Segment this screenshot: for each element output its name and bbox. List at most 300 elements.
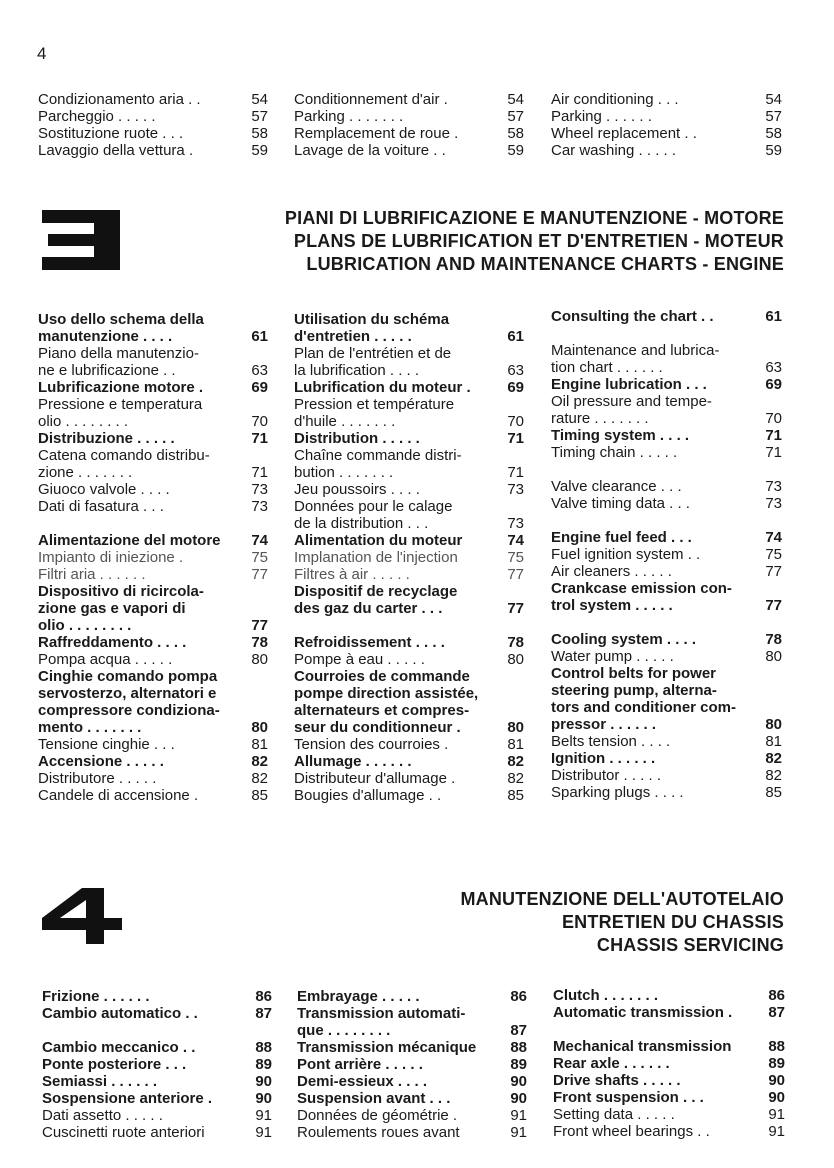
toc-entry — [553, 1106, 785, 1123]
toc-entry-text: olio . . . . . . . . — [38, 413, 129, 430]
toc-entry-page: 82 — [765, 767, 782, 784]
toc-entry-page: 69 — [507, 379, 524, 396]
toc-entry — [553, 1123, 785, 1140]
toc-entry-text: Embrayage . . . . . — [297, 988, 420, 1005]
toc-entry-text: Utilisation du schéma — [294, 311, 450, 328]
toc-entry — [551, 325, 782, 342]
toc-entry — [553, 1004, 785, 1021]
toc-entry-text: Distribution . . . . . — [294, 430, 420, 447]
toc-entry-text: Allumage . . . . . . — [294, 753, 412, 770]
toc-entry-text: de la distribution . . . — [294, 515, 429, 532]
toc-entry-text: Filtri aria . . . . . . — [38, 566, 146, 583]
toc-entry-text: Wheel replacement . . — [551, 125, 697, 142]
toc-entry — [38, 447, 268, 464]
toc-entry — [297, 1073, 527, 1090]
toc-entry — [553, 1072, 785, 1089]
toc-entry-text: Parking . . . . . . — [551, 108, 652, 125]
toc-entry-page: 54 — [765, 91, 782, 108]
toc-entry — [42, 988, 272, 1005]
toc-entry-text: Dispositif de recyclage — [294, 583, 458, 600]
toc-entry — [551, 512, 782, 529]
toc-entry-text: Remplacement de roue . — [294, 125, 459, 142]
toc-entry-page: 86 — [510, 988, 527, 1005]
toc-entry — [551, 142, 782, 159]
toc-entry-text: Accensione . . . . . — [38, 753, 164, 770]
toc-entry-page: 77 — [507, 600, 524, 617]
toc-entry-text: Automatic transmission . — [553, 1004, 733, 1021]
toc-entry-page: 77 — [507, 566, 524, 583]
toc-entry — [551, 648, 782, 665]
toc-entry — [38, 498, 268, 515]
toc-entry — [42, 1022, 272, 1039]
toc-entry-text: Rear axle . . . . . . — [553, 1055, 670, 1072]
toc-entry-text: Jeu poussoirs . . . . — [294, 481, 420, 498]
toc-entry — [297, 1056, 527, 1073]
toc-entry — [294, 617, 524, 634]
toc-entry — [294, 142, 524, 159]
toc-entry-page: 86 — [255, 988, 272, 1005]
toc-entry-page: 91 — [255, 1107, 272, 1124]
toc-entry — [38, 396, 268, 413]
toc-entry — [551, 665, 782, 682]
toc-entry-text: Clutch . . . . . . . — [553, 987, 659, 1004]
toc-entry-text: Drive shafts . . . . . — [553, 1072, 681, 1089]
toc-entry-page: 80 — [765, 648, 782, 665]
toc-entry — [551, 125, 782, 142]
toc-entry — [38, 685, 268, 702]
top-col-en — [551, 91, 782, 159]
toc-entry-text: Cuscinetti ruote anteriori — [42, 1124, 205, 1141]
toc-entry-text: Roulements roues avant — [297, 1124, 460, 1141]
toc-entry — [38, 515, 268, 532]
toc-entry-text: Dispositivo di ricircola- — [38, 583, 204, 600]
toc-entry — [551, 563, 782, 580]
toc-entry — [294, 685, 524, 702]
toc-entry-page: 71 — [765, 444, 782, 461]
toc-entry-text: Données pour le calage — [294, 498, 453, 515]
toc-entry-page: 58 — [507, 125, 524, 142]
toc-entry-page: 85 — [765, 784, 782, 801]
toc-entry-page: 82 — [765, 750, 782, 767]
toc-entry-text: Setting data . . . . . — [553, 1106, 675, 1123]
toc-entry — [38, 91, 268, 108]
toc-entry-text: Candele di accensione . — [38, 787, 199, 804]
toc-entry-page: 77 — [251, 617, 268, 634]
section-4-title-fr: ENTRETIEN DU CHASSIS — [561, 912, 784, 932]
toc-entry-text: Ponte posteriore . . . — [42, 1056, 187, 1073]
toc-entry — [38, 549, 268, 566]
toc-entry-text: Sospensione anteriore . — [42, 1090, 213, 1107]
toc-entry-text: Données de géométrie . — [297, 1107, 458, 1124]
toc-entry-page: 81 — [251, 736, 268, 753]
toc-entry — [551, 699, 782, 716]
toc-entry-text: Fuel ignition system . . — [551, 546, 701, 563]
toc-entry-page: 70 — [507, 413, 524, 430]
toc-entry-page: 81 — [765, 733, 782, 750]
page-number: 4 — [37, 44, 47, 63]
section-4-number-graphic — [42, 888, 124, 944]
toc-entry-page: 77 — [765, 563, 782, 580]
toc-entry-text: Lubrification du moteur . — [294, 379, 471, 396]
toc-entry — [38, 566, 268, 583]
toc-entry — [297, 1107, 527, 1124]
toc-entry-text: Distributor . . . . . — [551, 767, 662, 784]
toc-entry-text: Catena comando distribu- — [38, 447, 210, 464]
toc-entry-text: d'entretien . . . . . — [294, 328, 412, 345]
toc-entry-page: 82 — [251, 770, 268, 787]
toc-entry-page: 63 — [251, 362, 268, 379]
toc-entry-page: 73 — [507, 481, 524, 498]
toc-entry — [38, 770, 268, 787]
toc-entry — [42, 1073, 272, 1090]
toc-entry — [38, 328, 268, 345]
toc-entry-page: 57 — [765, 108, 782, 125]
toc-entry — [38, 413, 268, 430]
toc-entry-page: 90 — [255, 1090, 272, 1107]
toc-entry — [551, 682, 782, 699]
toc-entry — [553, 1021, 785, 1038]
toc-entry-text: Pompe à eau . . . . . — [294, 651, 425, 668]
toc-entry-text: Uso dello schema della — [38, 311, 204, 328]
toc-entry-page: 74 — [765, 529, 782, 546]
toc-entry-page: 57 — [507, 108, 524, 125]
toc-entry-page: 58 — [251, 125, 268, 142]
toc-entry — [38, 600, 268, 617]
toc-entry-text: Suspension avant . . . — [297, 1090, 451, 1107]
toc-entry — [294, 668, 524, 685]
toc-entry — [553, 1055, 785, 1072]
toc-entry — [38, 379, 268, 396]
toc-entry — [294, 108, 524, 125]
section-4-col-it — [42, 988, 272, 1141]
toc-entry-text: Crankcase emission con- — [551, 580, 732, 597]
toc-entry-page: 77 — [765, 597, 782, 614]
toc-entry-text: Dati assetto . . . . . — [42, 1107, 163, 1124]
toc-entry-page: 73 — [765, 495, 782, 512]
toc-entry-text: Refroidissement . . . . — [294, 634, 445, 651]
toc-entry — [294, 379, 524, 396]
toc-entry-page: 73 — [251, 481, 268, 498]
toc-entry — [42, 1039, 272, 1056]
toc-entry — [38, 736, 268, 753]
section-3-col-fr — [294, 311, 524, 804]
toc-entry — [297, 1005, 527, 1022]
toc-entry-text: Semiassi . . . . . . — [42, 1073, 158, 1090]
toc-entry-text: Timing chain . . . . . — [551, 444, 678, 461]
toc-entry-text: steering pump, alterna- — [551, 682, 717, 699]
toc-entry-text: Condizionamento aria . . — [38, 91, 201, 108]
toc-entry-page: 74 — [507, 532, 524, 549]
toc-entry — [294, 532, 524, 549]
section-3-title — [285, 207, 784, 276]
toc-entry — [551, 108, 782, 125]
section-3-number-graphic — [38, 210, 124, 270]
toc-entry-page: 90 — [768, 1089, 785, 1106]
toc-entry-page: 80 — [765, 716, 782, 733]
toc-entry-page: 54 — [251, 91, 268, 108]
toc-entry-text: Courroies de commande — [294, 668, 470, 685]
toc-entry-text: olio . . . . . . . . — [38, 617, 132, 634]
toc-entry-page: 61 — [507, 328, 524, 345]
toc-entry-text: compressore condiziona- — [38, 702, 220, 719]
toc-entry — [38, 125, 268, 142]
toc-entry-page: 86 — [768, 987, 785, 1004]
toc-entry — [551, 767, 782, 784]
toc-entry-text: Water pump . . . . . — [551, 648, 674, 665]
toc-entry-text: Demi-essieux . . . . — [297, 1073, 428, 1090]
toc-entry — [551, 376, 782, 393]
toc-entry-text: manutenzione . . . . — [38, 328, 173, 345]
toc-entry — [38, 787, 268, 804]
toc-entry-text: Alimentazione del motore — [38, 532, 221, 549]
toc-entry-page: 90 — [510, 1073, 527, 1090]
toc-entry — [551, 427, 782, 444]
toc-entry-text: Impianto di iniezione . — [38, 549, 184, 566]
toc-entry-page: 73 — [507, 515, 524, 532]
top-col-fr — [294, 91, 524, 159]
toc-entry — [297, 988, 527, 1005]
toc-entry — [294, 328, 524, 345]
toc-entry-text: que . . . . . . . . — [297, 1022, 391, 1039]
toc-entry-page: 80 — [507, 719, 524, 736]
toc-entry-page: 69 — [765, 376, 782, 393]
toc-entry-text: rature . . . . . . . — [551, 410, 649, 427]
toc-entry-text: Distributeur d'allumage . — [294, 770, 456, 787]
toc-entry-text: Consulting the chart . . — [551, 308, 714, 325]
toc-entry — [42, 1107, 272, 1124]
toc-entry — [294, 125, 524, 142]
toc-entry-page: 57 — [251, 108, 268, 125]
toc-entry-page: 71 — [251, 464, 268, 481]
toc-entry-page: 91 — [510, 1107, 527, 1124]
section-3-title-it: PIANI DI LUBRIFICAZIONE E MANUTENZIONE - MOTORE — [284, 208, 784, 228]
toc-entry-text: Pressione e temperatura — [38, 396, 203, 413]
toc-entry-text: Cinghie comando pompa — [38, 668, 218, 685]
section-4-title-it: MANUTENZIONE DELL'AUTOTELAIO — [460, 889, 784, 909]
toc-entry-text: Implanation de l'injection — [294, 549, 458, 566]
toc-entry — [38, 617, 268, 634]
toc-entry-text: Ignition . . . . . . — [551, 750, 656, 767]
toc-entry-text: Valve clearance . . . — [551, 478, 682, 495]
section-4-col-fr — [297, 988, 527, 1141]
toc-entry-page: 87 — [510, 1022, 527, 1039]
toc-entry — [551, 546, 782, 563]
toc-entry — [551, 342, 782, 359]
toc-entry-page: 80 — [251, 719, 268, 736]
toc-entry — [294, 498, 524, 515]
toc-entry-text: Lubrificazione motore . — [38, 379, 204, 396]
toc-entry-text: Pression et température — [294, 396, 455, 413]
toc-entry-text: Alimentation du moteur — [294, 532, 463, 549]
toc-entry-text: Front wheel bearings . . — [553, 1123, 710, 1140]
toc-entry-text: tors and conditioner com- — [551, 699, 737, 716]
toc-entry — [38, 108, 268, 125]
toc-entry — [297, 1039, 527, 1056]
toc-entry-text: Pompa acqua . . . . . — [38, 651, 173, 668]
toc-entry — [294, 481, 524, 498]
toc-entry-page: 80 — [251, 651, 268, 668]
toc-entry-page: 91 — [255, 1124, 272, 1141]
toc-entry-page: 73 — [251, 498, 268, 515]
toc-entry-page: 82 — [251, 753, 268, 770]
toc-entry-page: 88 — [255, 1039, 272, 1056]
toc-entry-text: Parking . . . . . . . — [294, 108, 404, 125]
toc-entry-page: 82 — [507, 753, 524, 770]
toc-entry-text: Distributore . . . . . — [38, 770, 157, 787]
toc-entry — [294, 396, 524, 413]
toc-entry-page: 75 — [251, 549, 268, 566]
toc-entry — [551, 580, 782, 597]
toc-entry-page: 88 — [768, 1038, 785, 1055]
toc-entry-text: des gaz du carter . . . — [294, 600, 443, 617]
toc-entry-page: 58 — [765, 125, 782, 142]
toc-entry — [294, 413, 524, 430]
toc-entry — [294, 311, 524, 328]
toc-entry-text: Giuoco valvole . . . . — [38, 481, 170, 498]
toc-entry-text: Cambio automatico . . — [42, 1005, 198, 1022]
toc-entry — [294, 566, 524, 583]
toc-entry-page: 89 — [255, 1056, 272, 1073]
toc-entry-page: 59 — [251, 142, 268, 159]
toc-entry — [551, 631, 782, 648]
toc-entry-text: trol system . . . . . — [551, 597, 673, 614]
toc-entry-page: 80 — [507, 651, 524, 668]
toc-entry — [294, 787, 524, 804]
section-3-col-it — [38, 311, 268, 804]
toc-entry — [294, 430, 524, 447]
toc-entry — [294, 651, 524, 668]
toc-entry-page: 81 — [507, 736, 524, 753]
toc-entry-page: 88 — [510, 1039, 527, 1056]
toc-entry-page: 91 — [510, 1124, 527, 1141]
toc-entry — [553, 987, 785, 1004]
section-3-title-fr: PLANS DE LUBRIFICATION ET D'ENTRETIEN - MOTEUR — [293, 231, 784, 251]
toc-entry — [294, 447, 524, 464]
toc-entry-text: Lavage de la voiture . . — [294, 142, 446, 159]
toc-entry — [294, 634, 524, 651]
toc-entry — [38, 142, 268, 159]
toc-entry — [551, 478, 782, 495]
toc-entry — [38, 651, 268, 668]
toc-entry — [38, 311, 268, 328]
toc-entry-text: Car washing . . . . . — [551, 142, 677, 159]
toc-entry-page: 90 — [255, 1073, 272, 1090]
toc-entry-text: ne e lubrificazione . . — [38, 362, 176, 379]
toc-entry — [38, 532, 268, 549]
toc-entry-page: 89 — [768, 1055, 785, 1072]
toc-entry — [294, 362, 524, 379]
toc-entry-page: 77 — [251, 566, 268, 583]
toc-entry — [551, 597, 782, 614]
toc-entry-page: 70 — [251, 413, 268, 430]
toc-entry-text: Transmission automati- — [297, 1005, 466, 1022]
section-4-col-en — [553, 987, 785, 1140]
toc-entry-page: 59 — [507, 142, 524, 159]
toc-entry-text: Valve timing data . . . — [551, 495, 690, 512]
toc-entry-text: mento . . . . . . . — [38, 719, 142, 736]
toc-entry-text: Conditionnement d'air . — [294, 91, 448, 108]
toc-entry — [551, 393, 782, 410]
toc-entry-text: Dati di fasatura . . . — [38, 498, 164, 515]
toc-entry-text: Piano della manutenzio- — [38, 345, 199, 362]
toc-entry-text: Frizione . . . . . . — [42, 988, 150, 1005]
toc-entry-page: 75 — [507, 549, 524, 566]
toc-entry-page: 71 — [507, 464, 524, 481]
toc-entry — [551, 359, 782, 376]
toc-entry — [297, 1124, 527, 1141]
toc-entry-page: 73 — [765, 478, 782, 495]
toc-entry-text: Timing system . . . . — [551, 427, 690, 444]
toc-entry — [553, 1089, 785, 1106]
toc-entry-text: pressor . . . . . . — [551, 716, 657, 733]
toc-entry — [294, 345, 524, 362]
toc-entry — [551, 733, 782, 750]
toc-entry-text: Oil pressure and tempe- — [551, 393, 712, 410]
toc-entry-text: Transmission mécanique — [297, 1039, 477, 1056]
toc-entry — [551, 91, 782, 108]
toc-entry — [38, 583, 268, 600]
toc-entry — [38, 668, 268, 685]
toc-entry-page: 87 — [255, 1005, 272, 1022]
toc-entry — [294, 736, 524, 753]
top-col-it — [38, 91, 268, 159]
toc-entry-page: 69 — [251, 379, 268, 396]
toc-entry — [294, 583, 524, 600]
toc-entry — [38, 464, 268, 481]
toc-entry — [551, 529, 782, 546]
toc-entry-text: servosterzo, alternatori e — [38, 685, 217, 702]
section-4-title — [460, 888, 784, 957]
toc-entry — [551, 410, 782, 427]
toc-entry — [38, 362, 268, 379]
toc-entry-text: Sparking plugs . . . . — [551, 784, 684, 801]
toc-entry-text: zione . . . . . . . — [38, 464, 133, 481]
toc-entry-text: Parcheggio . . . . . — [38, 108, 156, 125]
toc-entry-text: Lavaggio della vettura . — [38, 142, 194, 159]
toc-entry-text: Front suspension . . . — [553, 1089, 704, 1106]
toc-entry — [294, 549, 524, 566]
toc-entry-page: 90 — [768, 1072, 785, 1089]
toc-entry-text: Raffreddamento . . . . — [38, 634, 187, 651]
toc-entry-page: 89 — [510, 1056, 527, 1073]
toc-entry-page: 61 — [251, 328, 268, 345]
toc-entry-page: 61 — [765, 308, 782, 325]
toc-entry — [38, 430, 268, 447]
toc-entry-text: zione gas e vapori di — [38, 600, 186, 617]
toc-entry-page: 91 — [768, 1106, 785, 1123]
toc-entry — [294, 91, 524, 108]
toc-entry — [38, 702, 268, 719]
toc-entry — [294, 770, 524, 787]
toc-entry — [294, 600, 524, 617]
toc-entry-page: 63 — [765, 359, 782, 376]
toc-entry — [551, 444, 782, 461]
toc-entry — [551, 308, 782, 325]
toc-entry-text: Air cleaners . . . . . — [551, 563, 672, 580]
section-3-title-en: LUBRICATION AND MAINTENANCE CHARTS - ENGINE — [306, 254, 784, 274]
toc-entry-page: 71 — [765, 427, 782, 444]
toc-entry-text: Mechanical transmission — [553, 1038, 732, 1055]
toc-entry — [553, 1038, 785, 1055]
toc-entry-text: Chaîne commande distri- — [294, 447, 462, 464]
toc-entry — [297, 1022, 527, 1039]
toc-entry-page: 78 — [507, 634, 524, 651]
toc-entry-page: 63 — [507, 362, 524, 379]
toc-entry-page: 78 — [765, 631, 782, 648]
toc-entry — [551, 614, 782, 631]
toc-entry — [38, 481, 268, 498]
toc-entry-page: 74 — [251, 532, 268, 549]
